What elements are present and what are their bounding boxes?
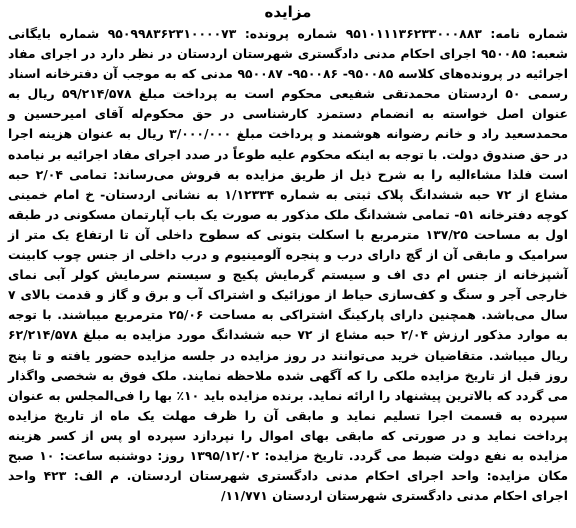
notice-title: مزایده (264, 3, 312, 21)
notice-body: شماره نامه: ۹۵۱۰۱۱۱۳۶۲۳۳۰۰۰۸۸۳ شماره پرونده: ۹۵۰۹۹۸۳۶۲۳۱۰۰۰۰۷۳ شماره بایگانی شعبه: ۹۵۰۰۸۵ اجرای احکام مدنی دادگستری شهرستان اردستان در نظر دارد در اجرای مفاد اجرائیه در پرونده‌های کلاسه ۹۵۰۰۸۵- ۹۵۰۰۸۶- ۹۵۰۰۸۷ مدنی که به موجب آن دفترخانه اسناد رسمی ۵۰ اردستان محمدتقی شفیعی محکوم است به پرداخت مبلغ ۵۹/۲۱۴/۵۷۸ ریال به عنوان اصل خواسته به انضمام دستمزد کارشناسی در حق محکوم‌له آقای امیرحسین و محمدسعید راد و خانم رضوانه هوشمند و پرداخت مبلغ ۳/۰۰۰/۰۰۰ ریال به عنوان هزینه اجرا در حق صندوق دولت. با توجه به اینکه محکوم علیه طوعاً در صدد اجرای مفاد اجرائیه بر نیامده است فلذا مشاءالیه را به شرح ذیل از طریق مزایده به فروش می‌رساند: تمامی ۲/۰۴ حبه مشاع از ۷۲ حبه ششدانگ پلاک ثبتی به شماره ۱/۱۲۳۳۴ به نشانی اردستان- خ امام خمینی کوچه دفترخانه ۵۱- تمامی ششدانگ ملک مذکور به صورت یک باب آپارتمان مسکونی در طبقه اول به مساحت ۱۳۷/۲۵ مترمربع با اسکلت بتونی که سطوح داخلی آن تا ارتفاع یک متر از سرامیک و مابقی آن از گچ دارای درب و پنجره آلومینیوم و درب داخلی از جنس چوب کابینت آشپزخانه از جنس ام دی اف و سیستم گرمایش پکیج و سیستم سرمایش کولر آبی نمای خارجی آجر و سنگ و کف‌سازی حیاط از موزائیک و اشتراک آب و برق و گاز و قدمت بالای ۷ سال می‌باشد. همچنین دارای پارکینگ اشتراکی به مساحت ۲۵/۰۶ مترمربع میباشند. با توجه به موارد مذکور ارزش ۲/۰۴ حبه مشاع از ۷۲ حبه ششدانگ مورد مزایده به مبلغ ۶۲/۲۱۴/۵۷۸ ریال میباشد. متقاضیان خرید می‌توانند در روز مزایده در جلسه مزایده حضور یافته و تا پنج روز قبل از تاریخ مزایده ملکی را که آگهی شده ملاحظه نمایند. ملک فوق به شخصی واگذار می گردد که بالاترین پیشنهاد را ارائه نماید. برنده مزایده باید ۱۰٪ بها را فی‌المجلس به عنوان سپرده به قسمت اجرا تسلیم نماید و مابقی آن را ظرف مهلت یک ماه از تاریخ مزایده پرداخت نماید و در صورتی که مابقی بهای اموال را نپردازد سپرده او پس از کسر هزینه مزایده به نفع دولت ضبط می گردد. تاریخ مزایده: ۱۳۹۵/۱۲/۰۲ روز: دوشنبه ساعت: ۱۰ صبح مکان مزایده: واحد اجرای احکام مدنی دادگستری شهرستان اردستان. م الف: ۴۲۳ واحد اجرای احکام مدنی دادگستری شهرستان اردستان ۱۱/۷۷۱/ (8, 26, 569, 504)
